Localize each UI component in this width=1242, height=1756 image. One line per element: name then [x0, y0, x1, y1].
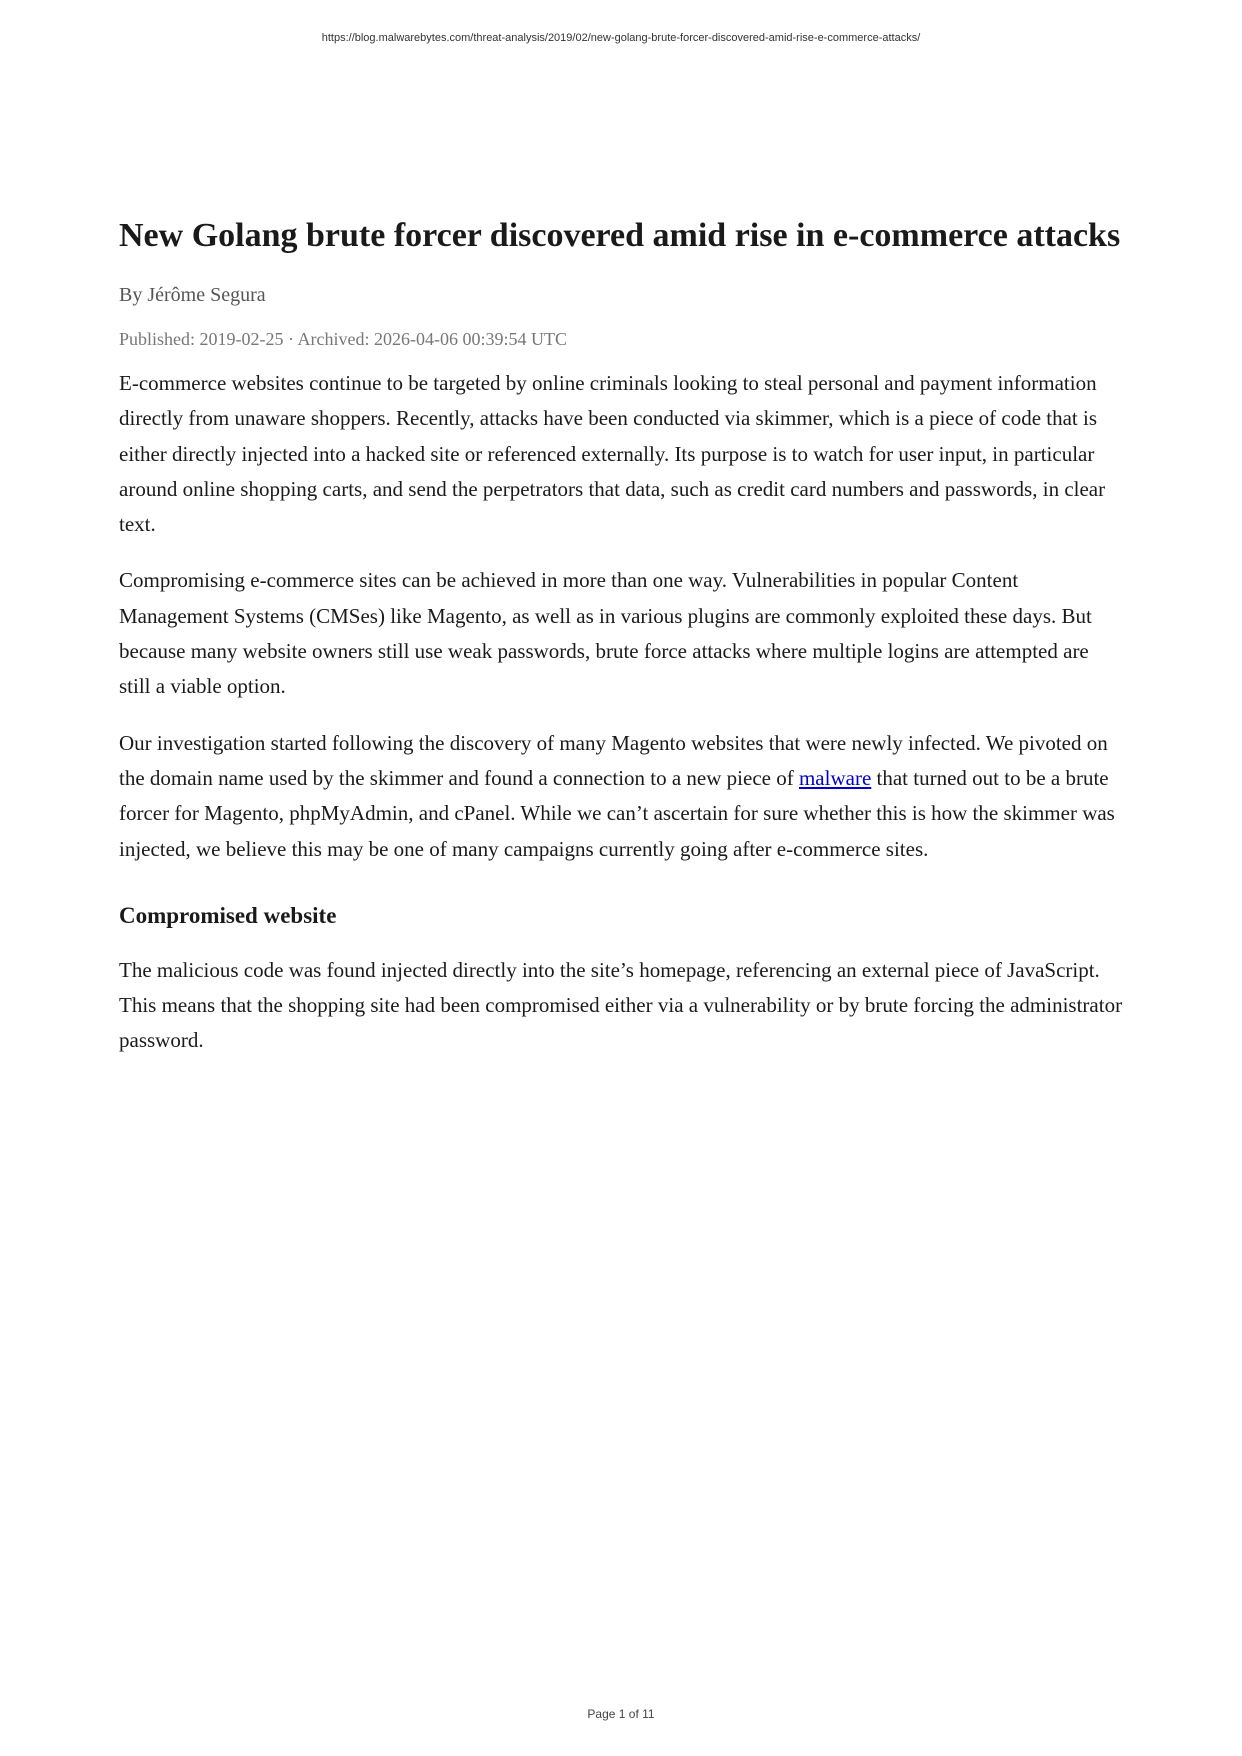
paragraph-2: Compromising e-commerce sites can be achieved in more than one way. Vulnerabilities in popular Content Management Systems (CMSes) like Magento, as well as in various plugins are commonly exploited these days. But because many website owners still use weak passwords, brute force attacks where multiple logins are attempted are still a viable option. [119, 568, 1092, 699]
author-byline: By Jérôme Segura [119, 284, 266, 306]
paragraph-3-start: Our investigation started following the discovery of many Magento websites that were newly infected. We pivoted on the domain name used by the skimmer and found a connection to a new piece of [119, 730, 1108, 790]
page-number: Page 1 of 11 [587, 1707, 655, 1721]
article-title: New Golang brute forcer discovered amid rise in e-commerce attacks [119, 217, 1121, 254]
article [119, 208, 1124, 1080]
section-heading: Compromised website [119, 902, 337, 928]
source-url: https://blog.malwarebytes.com/threat-analysis/2019/02/new-golang-brute-forcer-discovered-amid-rise-e-commerce-attacks/ [321, 32, 921, 44]
paragraph-4: The malicious code was found injected directly into the site’s homepage, referencing an external piece of JavaScript. This means that the shopping site had been compromised either via a vulnerability or by brute forcing the administrator password. [119, 957, 1123, 1053]
paragraph-1: E-commerce websites continue to be targeted by online criminals looking to steal personal and payment information directly from unaware shoppers. Recently, attacks have been conducted via skimmer, which is a piece of code that is either directly injected into a hacked site or referenced externally. Its purpose is to watch for user input, in particular around online shopping carts, and send the perpetrators that data, such as credit card numbers and passwords, in clear text. [119, 371, 1106, 537]
malware-link[interactable]: malware [798, 765, 872, 790]
paragraph-3 [119, 726, 1124, 867]
paragraph-3-end: that turned out to be a brute forcer for Magento, phpMyAdmin, and cPanel. While we can’t ascertain for sure whether this is how the skimmer was injected, we believe this may be one of many campaigns currently going after e-commerce sites. [119, 765, 1115, 861]
publish-meta: Published: 2019-02-25 · Archived: 2026-04-06 00:39:54 UTC [119, 329, 567, 349]
